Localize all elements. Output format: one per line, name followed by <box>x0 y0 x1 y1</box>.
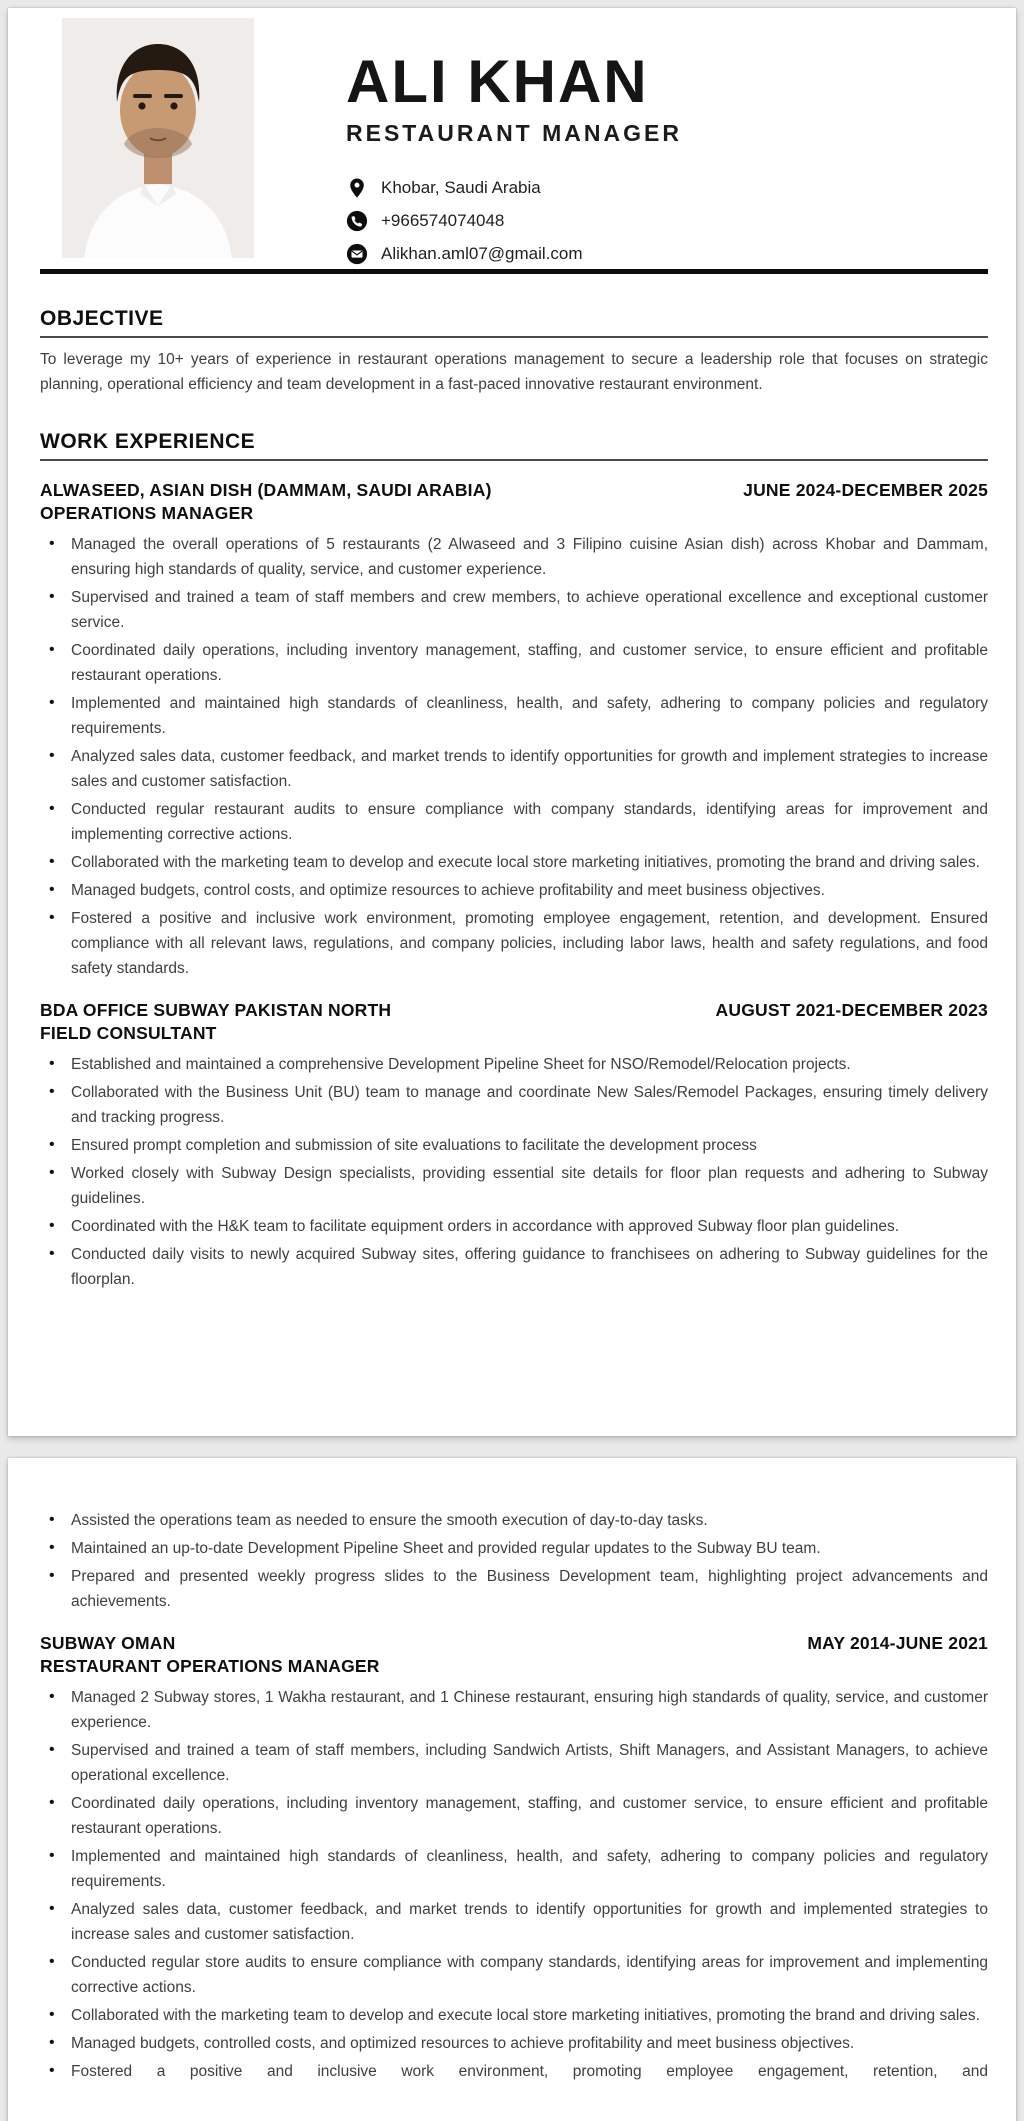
header-divider <box>40 269 988 274</box>
bullet-item: • Assisted the operations team as needed to ensure the smooth execution of day-to-day tasks. <box>40 1508 988 1533</box>
bullet-item: • Collaborated with the marketing team to develop and execute local store marketing initiatives, promoting the brand and driving sales. <box>40 850 988 875</box>
contact-phone-text: +966574074048 <box>381 211 505 230</box>
job-2-header <box>40 1000 988 1021</box>
contact-location-text: Khobar, Saudi Arabia <box>381 178 541 197</box>
phone-icon <box>346 210 368 232</box>
portrait-illustration <box>62 18 254 258</box>
resume-header <box>8 8 1016 265</box>
job-entry-alwaseed <box>40 480 988 981</box>
objective-text: To leverage my 10+ years of experience in restaurant operations management to secure a leadership role that focuses on strategic planning, operational efficiency and team development in a fast-paced innovative restaurant environment. <box>40 351 988 393</box>
job-3-company: SUBWAY OMAN <box>40 1633 176 1653</box>
bullet-item: • Analyzed sales data, customer feedback, and market trends to identify opportunities for growth and implemented strategies to increase sales and customer satisfaction. <box>40 1897 988 1947</box>
job-2-company: BDA OFFICE SUBWAY PAKISTAN NORTH <box>40 1000 392 1021</box>
page-1-body <box>8 307 1016 1292</box>
objective-heading: OBJECTIVE <box>40 307 988 338</box>
bullet-item: • Implemented and maintained high standards of cleanliness, health, and safety, adhering to company policies and regulatory requirements. <box>40 691 988 741</box>
bullet-item: • Managed 2 Subway stores, 1 Wakha restaurant, and 1 Chinese restaurant, ensuring high standards of quality, service, and customer experience. <box>40 1685 988 1735</box>
resume-page-1 <box>8 8 1016 1436</box>
job-3-role: RESTAURANT OPERATIONS MANAGER <box>40 1656 380 1676</box>
job-3-header <box>40 1633 988 1654</box>
bullet-item: • Prepared and presented weekly progress slides to the Business Development team, highlighting project advancements and achievements. <box>40 1564 988 1614</box>
job-2-bullet-list <box>40 1052 988 1292</box>
job-entry-bda-subway <box>40 1000 988 1292</box>
job-entry-subway-oman <box>40 1633 988 2084</box>
bullet-item: • Coordinated daily operations, including inventory management, staffing, and customer service, to ensure efficient and profitable restaurant operations. <box>40 638 988 688</box>
bullet-item: • Supervised and trained a team of staff members and crew members, to achieve operational excellence and exceptional customer service. <box>40 585 988 635</box>
bullet-item: • Managed the overall operations of 5 restaurants (2 Alwaseed and 3 Filipino cuisine Asian dish) across Khobar and Dammam, ensuring high standards of quality, service, and customer experience. <box>40 532 988 582</box>
bullet-item: • Implemented and maintained high standards of cleanliness, health, and safety, adhering to company policies and regulatory requirements. <box>40 1844 988 1894</box>
job-1-role: OPERATIONS MANAGER <box>40 503 254 523</box>
bullet-item: • Ensured prompt completion and submission of site evaluations to facilitate the development process <box>40 1133 988 1158</box>
location-pin-icon <box>346 177 368 199</box>
job-3-bullet-list <box>40 1685 988 2084</box>
profile-photo <box>62 18 254 258</box>
email-icon <box>346 243 368 265</box>
job-3-dates: MAY 2014-JUNE 2021 <box>807 1633 988 1653</box>
bullet-item: • Managed budgets, control costs, and optimize resources to achieve profitability and meet business objectives. <box>40 878 988 903</box>
bullet-item: • Maintained an up-to-date Development Pipeline Sheet and provided regular updates to the Subway BU team. <box>40 1536 988 1561</box>
page-2-body <box>8 1458 1016 2084</box>
person-name: ALI KHAN <box>346 48 649 115</box>
work-experience-heading: WORK EXPERIENCE <box>40 430 988 461</box>
resume-page-2 <box>8 1458 1016 2121</box>
job-1-dates: JUNE 2024-DECEMBER 2025 <box>743 480 988 500</box>
header-identity <box>346 18 682 265</box>
bullet-item: • Collaborated with the marketing team to develop and execute local store marketing initiatives, promoting the brand and driving sales. <box>40 2003 988 2028</box>
contact-email <box>346 243 682 265</box>
bullet-item: • Coordinated daily operations, including inventory management, staffing, and customer service, to ensure efficient and profitable restaurant operations. <box>40 1791 988 1841</box>
job-1-company: ALWASEED, ASIAN DISH (DAMMAM, SAUDI ARABIA) <box>40 480 492 500</box>
bullet-item: • Coordinated with the H&K team to facilitate equipment orders in accordance with approved Subway floor plan guidelines. <box>40 1214 988 1239</box>
job-2-bullet-list-continued <box>40 1508 988 1614</box>
bullet-item: • Analyzed sales data, customer feedback, and market trends to identify opportunities for growth and implement strategies to increase sales and customer satisfaction. <box>40 744 988 794</box>
job-2-role: FIELD CONSULTANT <box>40 1023 217 1044</box>
bullet-item: • Fostered a positive and inclusive work environment, promoting employee engagement, retention, and <box>40 2059 988 2084</box>
bullet-item: • Conducted regular store audits to ensure compliance with company standards, identifying areas for improvement and implementing corrective actions. <box>40 1950 988 2000</box>
contact-phone <box>346 210 682 232</box>
job-1-bullet-list <box>40 532 988 981</box>
job-2-dates: AUGUST 2021-DECEMBER 2023 <box>715 1000 988 1021</box>
bullet-item: • Collaborated with the Business Unit (BU) team to manage and coordinate New Sales/Remodel Packages, ensuring timely delivery and tracking progress. <box>40 1080 988 1130</box>
contact-email-text: Alikhan.aml07@gmail.com <box>381 244 583 263</box>
person-title: RESTAURANT MANAGER <box>346 120 682 146</box>
bullet-item: • Worked closely with Subway Design specialists, providing essential site details for floor plan requests and adhering to Subway guidelines. <box>40 1161 988 1211</box>
bullet-item: • Conducted regular restaurant audits to ensure compliance with company standards, identifying areas for improvement and implementing corrective actions. <box>40 797 988 847</box>
bullet-item: • Established and maintained a comprehensive Development Pipeline Sheet for NSO/Remodel/Relocation projects. <box>40 1052 988 1077</box>
bullet-item: • Conducted daily visits to newly acquired Subway sites, offering guidance to franchisees on adhering to Subway guidelines for the floorplan. <box>40 1242 988 1292</box>
bullet-item: • Managed budgets, controlled costs, and optimized resources to achieve profitability and meet business objectives. <box>40 2031 988 2056</box>
bullet-item: • Supervised and trained a team of staff members, including Sandwich Artists, Shift Managers, and Assistant Managers, to achieve operational excellence. <box>40 1738 988 1788</box>
contact-location <box>346 177 682 199</box>
bullet-item: • Fostered a positive and inclusive work environment, promoting employee engagement, retention, and development. Ensured compliance with all relevant laws, regulations, and company policies, including labor laws, health and safety regulations, and food safety standards. <box>40 906 988 981</box>
contact-list <box>346 177 682 265</box>
job-1-header <box>40 480 988 501</box>
